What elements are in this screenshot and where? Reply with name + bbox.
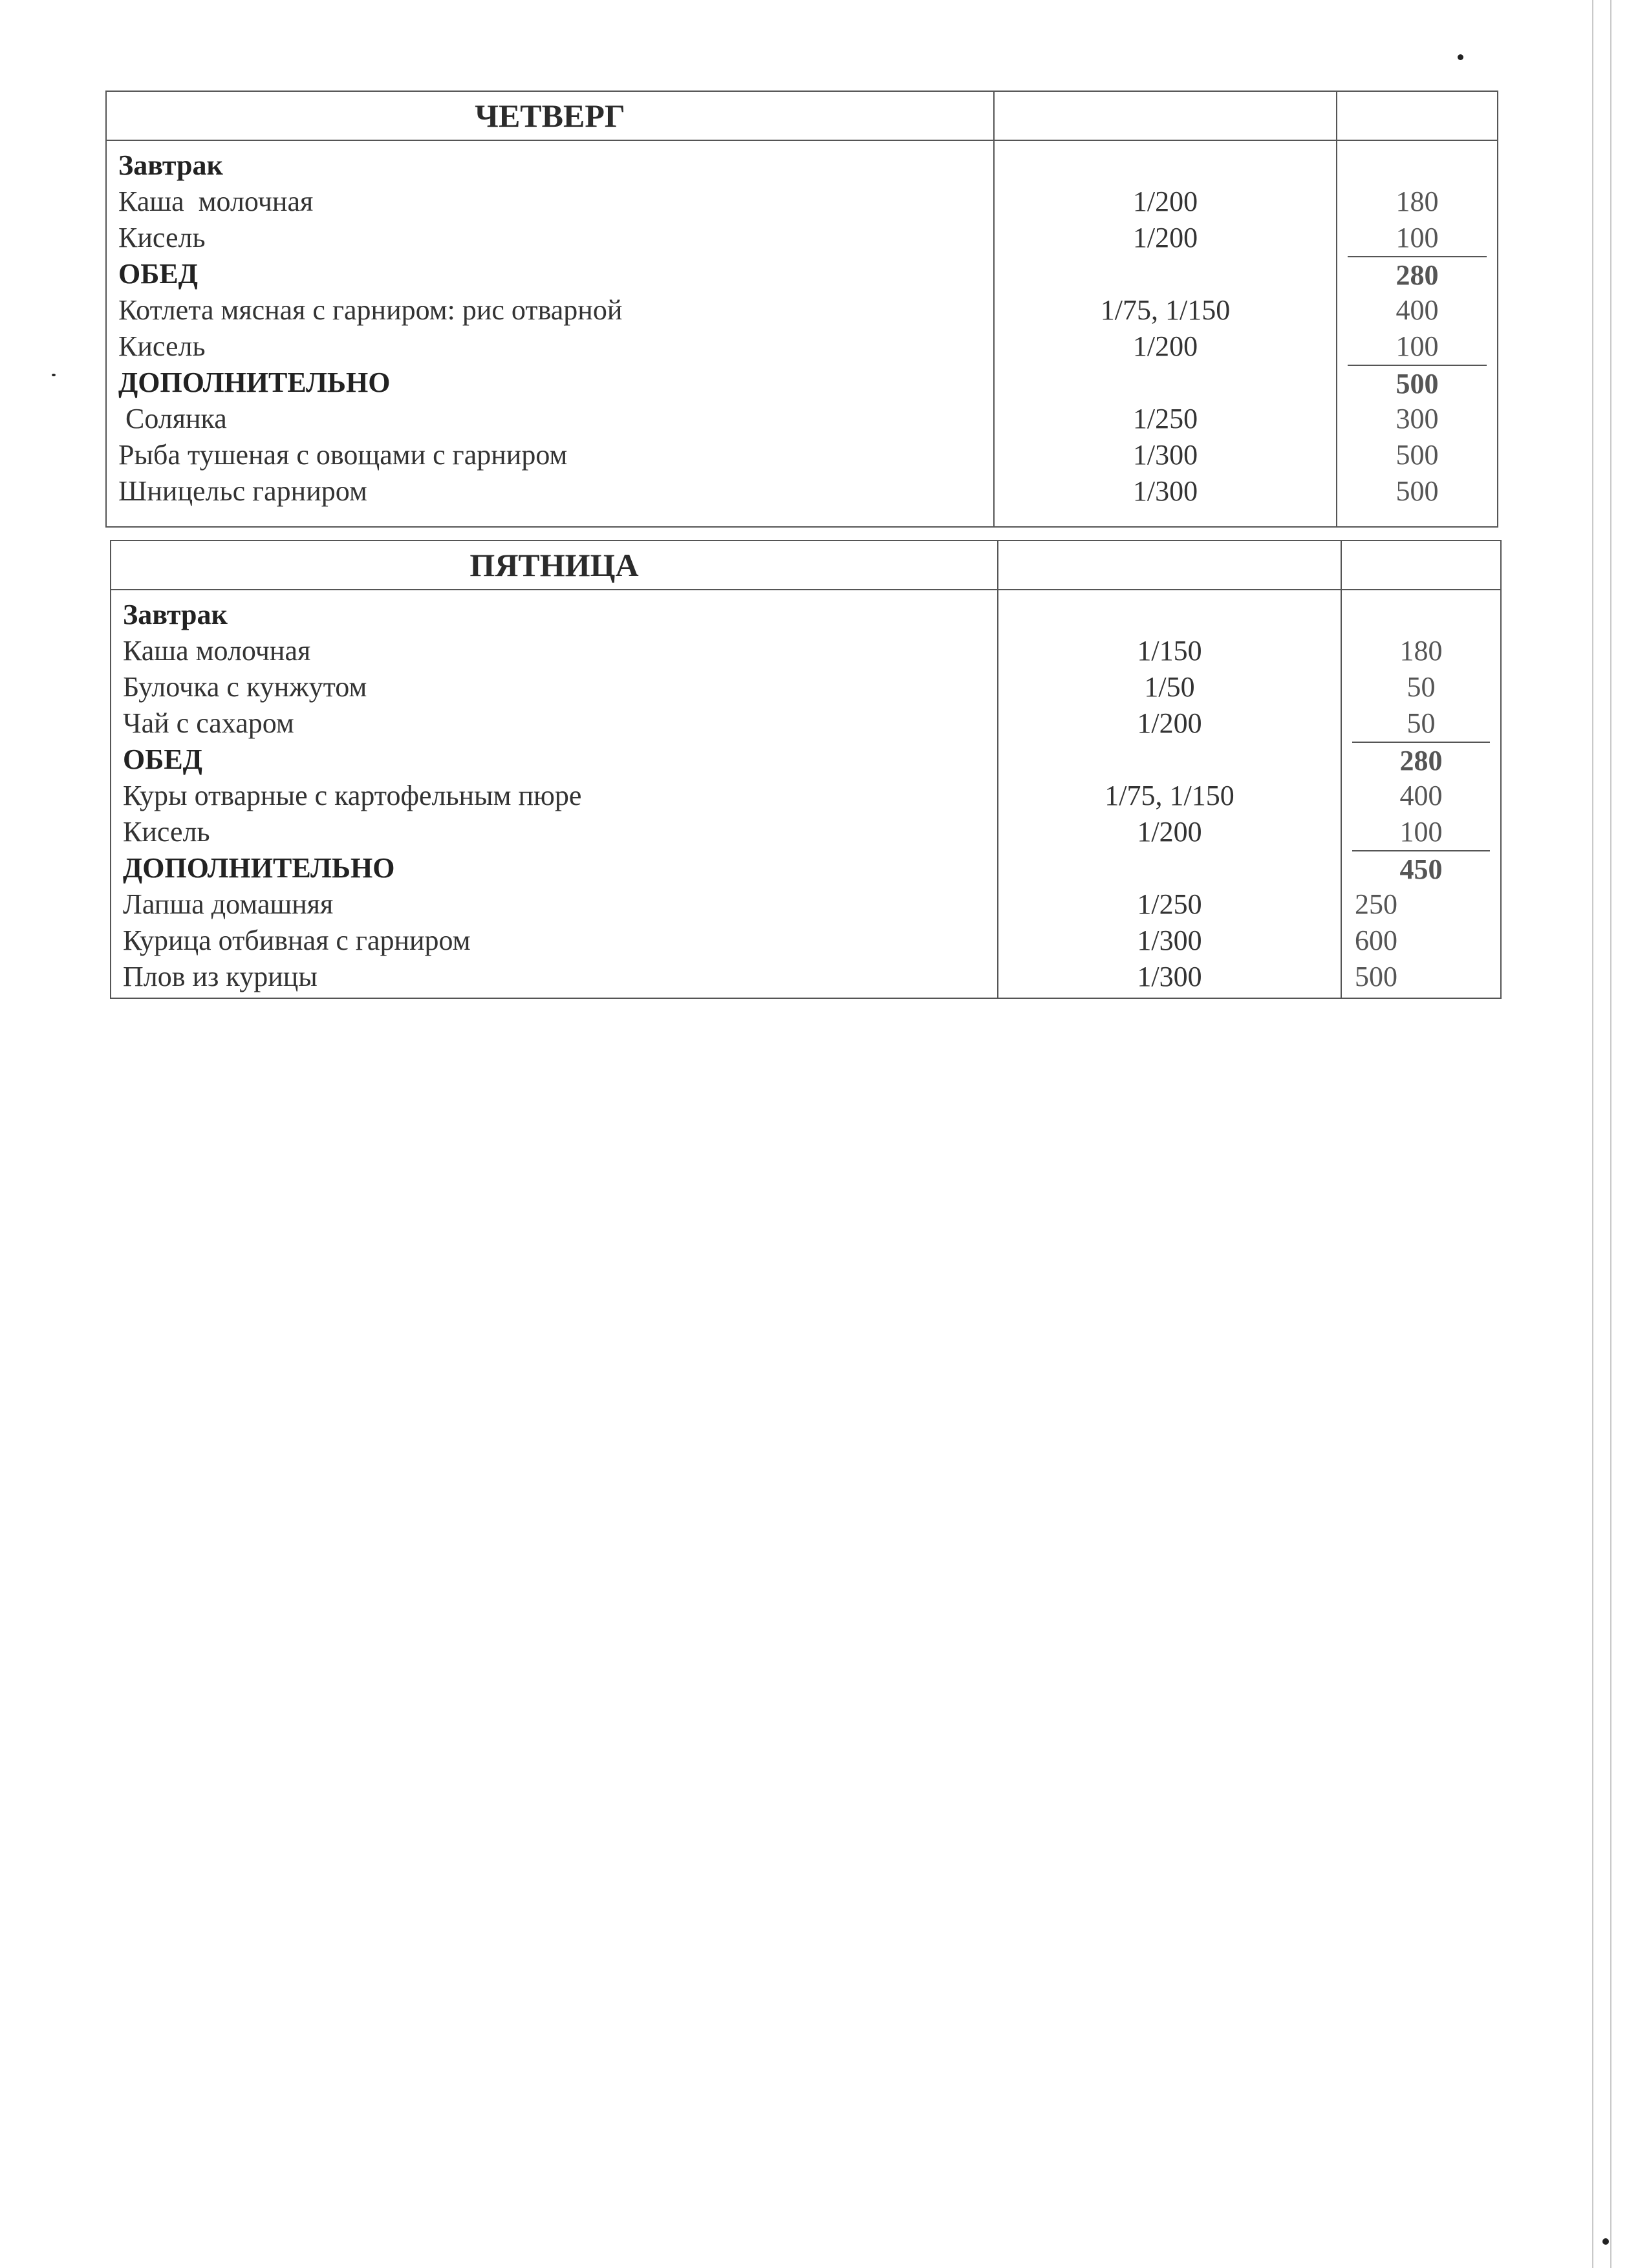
day-body-row [111,590,1501,998]
portions-column [998,590,1341,998]
dish-portion: 1/75, 1/150 [1105,780,1234,811]
price-spacer [1342,597,1500,633]
dish-names-column [106,140,994,527]
section-total: 280 [1396,259,1439,291]
dish-price: 400 [1396,294,1439,326]
portion-spacer [995,365,1336,401]
dish-portion: 1/200 [1137,707,1202,739]
dish-price: 400 [1399,780,1443,811]
section-title-breakfast: Завтрак [123,599,228,630]
dish-price: 50 [1406,707,1436,739]
dish-portion: 1/300 [1137,925,1202,956]
dish-names-column [111,590,998,998]
menu-table-thursday [105,91,1498,528]
section-title-extra: ДОПОЛНИТЕЛЬНО [123,852,395,884]
dish-price: 600 [1355,925,1397,956]
dish-name: Кисель [123,816,210,848]
dish-name: Солянка [118,403,227,434]
dish-name: Булочка с кунжутом [123,671,367,703]
dish-name: Шницельс гарниром [118,475,367,507]
section-title-extra: ДОПОЛНИТЕЛЬНО [118,367,391,398]
section-title-lunch: ОБЕД [118,258,198,290]
dish-name: Каша молочная [123,635,311,667]
portion-spacer [998,597,1341,633]
section-total: 280 [1399,745,1443,776]
dish-name: Рыба тушеная с овощами с гарниром [118,439,568,471]
dish-price: 100 [1396,222,1439,253]
menu-table-friday [110,540,1502,999]
portion-spacer [995,256,1336,292]
dish-portion: 1/300 [1132,439,1198,471]
dish-price: 180 [1396,186,1439,217]
dish-name: Каша молочная [118,186,314,217]
price-spacer [1337,147,1497,184]
dish-price: 500 [1396,475,1439,507]
dish-name: Лапша домашняя [123,888,334,920]
dish-portion: 1/150 [1137,635,1202,667]
dish-portion: 1/200 [1132,330,1198,362]
dish-price: 100 [1396,330,1439,362]
portion-spacer [995,147,1336,184]
dish-price: 500 [1355,961,1397,992]
dish-price: 300 [1396,403,1439,434]
dish-price: 180 [1399,635,1443,667]
day-body-row [106,140,1498,527]
dish-portion: 1/250 [1137,888,1202,920]
dish-name: Котлета мясная с гарниром: рис отварной [118,294,623,326]
dish-portion: 1/200 [1132,186,1198,217]
scan-edge-line [1592,0,1593,2268]
dish-name: Плов из курицы [123,961,318,992]
portion-spacer [998,850,1341,886]
portion-spacer [998,742,1341,778]
dish-name: Курица отбивная с гарниром [123,925,471,956]
dish-price: 500 [1396,439,1439,471]
scan-speck [1458,54,1463,60]
price-header-cell [1337,91,1498,140]
dish-portion: 1/250 [1132,403,1198,434]
prices-column [1341,590,1501,998]
dish-price: 50 [1406,671,1436,703]
day-header-row [106,91,1498,140]
dish-name: Кисель [118,222,206,253]
dish-portion: 1/50 [1144,671,1195,703]
portion-header-cell [994,91,1337,140]
dish-price: 250 [1355,888,1397,920]
scan-speck [1602,2238,1609,2245]
section-title-breakfast: Завтрак [118,149,223,181]
day-header-row [111,540,1501,590]
portions-column [994,140,1337,527]
scan-speck [52,374,56,376]
section-total: 500 [1396,368,1439,400]
dish-name: Кисель [118,330,206,362]
section-title-lunch: ОБЕД [123,744,202,775]
dish-portion: 1/300 [1132,475,1198,507]
day-title: ЧЕТВЕРГ [106,91,994,140]
dish-portion: 1/200 [1132,222,1198,253]
day-title: ПЯТНИЦА [111,540,998,590]
dish-portion: 1/75, 1/150 [1100,294,1231,326]
dish-portion: 1/200 [1137,816,1202,848]
dish-price: 100 [1399,816,1443,848]
prices-column [1337,140,1498,527]
dish-name: Куры отварные с картофельным пюре [123,780,582,811]
price-header-cell [1341,540,1501,590]
section-total: 450 [1399,853,1443,885]
scan-edge-line [1610,0,1611,2268]
dish-portion: 1/300 [1137,961,1202,992]
dish-name: Чай с сахаром [123,707,294,739]
portion-header-cell [998,540,1341,590]
